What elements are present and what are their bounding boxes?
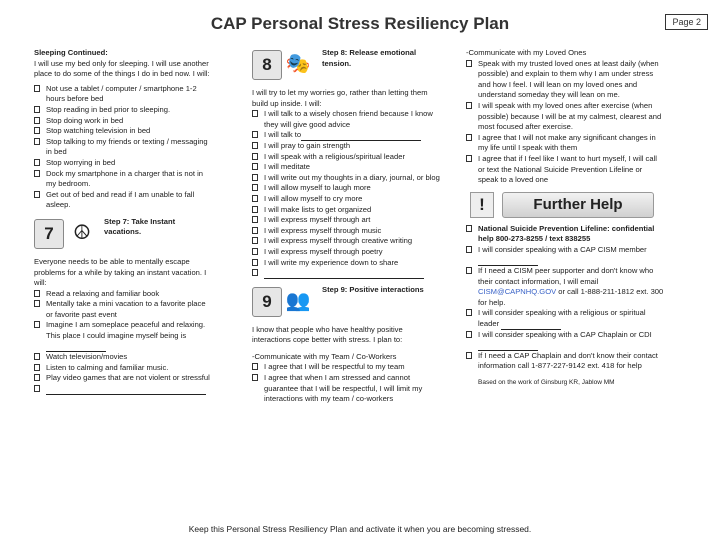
checkbox[interactable] xyxy=(34,138,40,145)
checklist-item: If I need a CISM peer supporter and don't know who their contact information, I will email CISM@CAPNHQ.GOV or call 1-888-211-1812 ext. 300 for help. xyxy=(466,266,664,308)
step7-intro: Everyone needs to be able to mentally escape problems for a while by taking an instant vacation. I will: xyxy=(34,256,207,288)
checkbox[interactable] xyxy=(34,353,40,360)
peace-icon: ☮ xyxy=(73,221,91,244)
checklist-item: Not use a tablet / computer / smartphone 1-2 hours before bed xyxy=(34,84,214,105)
checklist-item: I agree that if I feel like I want to hurt myself, I will call or text the National Suicide Prevention Lifeline or speak to a loved one xyxy=(466,154,664,186)
checklist-item: I will make lists to get organized xyxy=(252,205,440,216)
checkbox[interactable] xyxy=(34,364,40,371)
checkbox[interactable] xyxy=(34,321,40,328)
checklist-item: Stop reading in bed prior to sleeping. xyxy=(34,105,214,116)
loved-ones-heading: -Communicate with my Loved Ones xyxy=(466,48,587,57)
checklist-item: Dock my smartphone in a charger that is not in my bedroom. xyxy=(34,169,214,190)
checklist-item: Get out of bed and read if I am unable to fall asleep. xyxy=(34,190,214,211)
checkbox[interactable] xyxy=(252,142,258,149)
checklist-item: I will speak with my loved ones after exercise (when possible) because I will be at my calmest, clearest and most focused after exercise. xyxy=(466,101,664,133)
step9-title: Step 9: Positive interactions xyxy=(322,284,424,294)
checklist-item: I will allow myself to laugh more xyxy=(252,183,440,194)
checkbox[interactable] xyxy=(252,163,258,170)
fill-in-line[interactable] xyxy=(301,132,421,141)
checklist-item: Stop worrying in bed xyxy=(34,158,214,169)
checklist-item: I will express myself through creative writing xyxy=(252,236,440,247)
checkbox[interactable] xyxy=(34,290,40,297)
step7-header xyxy=(34,217,214,253)
step-number-badge: 8 xyxy=(252,50,282,80)
checkbox[interactable] xyxy=(34,85,40,92)
checklist-item: I will express myself through music xyxy=(252,226,440,237)
checklist-item: I will allow myself to cry more xyxy=(252,194,440,205)
checkbox[interactable] xyxy=(34,300,40,307)
column-sleeping xyxy=(34,48,214,395)
checkbox[interactable] xyxy=(34,106,40,113)
checkbox[interactable] xyxy=(34,385,40,392)
checkbox[interactable] xyxy=(466,352,472,359)
step9-intro: I know that people who have healthy positive interactions cope better with stress. I plan to: xyxy=(252,324,403,345)
fill-in-line[interactable] xyxy=(46,386,206,395)
checkbox[interactable] xyxy=(252,374,258,381)
team-heading: -Communicate with my Team / Co-Workers xyxy=(252,351,397,361)
further-help-banner xyxy=(466,192,664,218)
checklist-item: I will consider speaking with a CAP Chaplain or CDI xyxy=(466,330,664,351)
checkbox[interactable] xyxy=(252,153,258,160)
checklist-item: I will consider speaking with a religious or spiritual leader xyxy=(466,308,664,329)
checklist-item: I will talk to a wisely chosen friend because I know they will give good advice xyxy=(252,109,440,130)
checklist-item: I will consider speaking with a CAP CISM member xyxy=(466,245,664,266)
checkbox[interactable] xyxy=(252,174,258,181)
checklist-item: Listen to calming and familiar music. xyxy=(34,363,214,374)
checkbox[interactable] xyxy=(466,246,472,253)
checkbox[interactable] xyxy=(34,170,40,177)
checklist-item: I agree that when I am stressed and cannot guarantee that I will be respectful, I will limit my interactions with my team / co-workers xyxy=(252,373,440,405)
document-title: CAP Personal Stress Resiliency Plan xyxy=(210,14,510,33)
checkbox[interactable] xyxy=(252,110,258,117)
checklist-item: I will express myself through poetry xyxy=(252,247,440,258)
fill-in-line[interactable] xyxy=(501,321,561,330)
step8-title: Step 8: Release emotional tension. xyxy=(322,48,417,68)
checklist-item: Play video games that are not violent or stressful xyxy=(34,373,214,384)
checklist-item: I will talk to xyxy=(252,130,440,141)
checkbox[interactable] xyxy=(252,259,258,266)
checkbox[interactable] xyxy=(34,191,40,198)
further-help-label: Further Help xyxy=(502,192,654,218)
checklist-item: Stop talking to my friends or texting / messaging in bed xyxy=(34,137,214,158)
checkbox[interactable] xyxy=(466,102,472,109)
checklist-item: If I need a CAP Chaplain and don't know their contact information call 1-877-227-9142 ext. 418 for help xyxy=(466,351,664,372)
checkbox[interactable] xyxy=(252,195,258,202)
checklist-item: I will express myself through art xyxy=(252,215,440,226)
footer-note: Keep this Personal Stress Resiliency Plan and activate it when you are becoming stressed. xyxy=(188,524,532,534)
step9-header xyxy=(252,285,440,321)
sleeping-heading: Sleeping Continued: xyxy=(34,48,108,57)
checkbox[interactable] xyxy=(252,206,258,213)
checkbox[interactable] xyxy=(34,127,40,134)
column-emotional xyxy=(252,48,440,405)
checklist-item: Stop doing work in bed xyxy=(34,116,214,127)
checklist-item: National Suicide Prevention Lifeline: confidential help 800-273-8255 / text 838255 xyxy=(466,224,664,245)
checkbox[interactable] xyxy=(252,237,258,244)
step-number-badge: 7 xyxy=(34,219,64,249)
fill-in-line[interactable] xyxy=(264,270,424,279)
checkbox[interactable] xyxy=(34,374,40,381)
sleeping-intro: I will use my bed only for sleeping. I will use another place to do some of the things I do in bed now. I will: xyxy=(34,58,210,79)
checkbox[interactable] xyxy=(252,131,258,138)
checkbox[interactable] xyxy=(466,331,472,338)
cism-email-link[interactable]: CISM@CAPNHQ.GOV xyxy=(478,287,557,297)
step-number-badge: 9 xyxy=(252,287,282,317)
checklist-item: I will meditate xyxy=(252,162,440,173)
checkbox[interactable] xyxy=(252,227,258,234)
step7-title: Step 7: Take Instant vacations. xyxy=(104,216,176,237)
checklist-item: Speak with my trusted loved ones at least daily (when possible) and explain to them why I am under stress and how I feel. I will lean on my loved ones and understand someday they will lean on me. xyxy=(466,59,664,101)
checklist-item: Watch television/movies xyxy=(34,352,214,363)
step8-intro: I will try to let my worries go, rather than letting them build up inside. I will: xyxy=(252,88,428,108)
checklist-item: Read a relaxing and familiar book xyxy=(34,289,214,300)
checkbox[interactable] xyxy=(466,60,472,67)
checklist-item: I agree that I will be respectful to my team xyxy=(252,362,440,373)
checklist-item xyxy=(252,268,440,279)
checkbox[interactable] xyxy=(252,184,258,191)
checklist-item: Stop watching television in bed xyxy=(34,126,214,137)
exclamation-icon: ! xyxy=(470,192,494,218)
column-communication xyxy=(466,48,664,389)
checkbox[interactable] xyxy=(34,159,40,166)
checklist-item: I will write out my thoughts in a diary, journal, or blog xyxy=(252,173,440,184)
checklist-item: Mentally take a mini vacation to a favorite place or favorite past event xyxy=(34,299,214,320)
checklist-item: I will write my experience down to share xyxy=(252,258,440,269)
credit-note: Based on the work of Ginsburg KR, Jablow MM xyxy=(478,379,615,387)
fill-in-line[interactable] xyxy=(478,342,538,351)
theater-masks-icon: 🎭 xyxy=(285,53,311,75)
checklist-item xyxy=(34,384,214,395)
page-label: Page 2 xyxy=(665,14,708,30)
checklist-item: I will speak with a religious/spiritual leader xyxy=(252,152,440,163)
checkbox[interactable] xyxy=(252,269,258,276)
checkbox[interactable] xyxy=(466,134,472,141)
fill-in-line[interactable] xyxy=(478,257,538,266)
checkbox[interactable] xyxy=(252,216,258,223)
step8-header xyxy=(252,48,440,84)
checkbox[interactable] xyxy=(466,309,472,316)
checkbox[interactable] xyxy=(252,248,258,255)
checkbox[interactable] xyxy=(466,225,472,232)
checkbox[interactable] xyxy=(252,363,258,370)
checklist-item: I agree that I will not make any significant changes in my life until I speak with them xyxy=(466,133,664,154)
people-icon: 👥 xyxy=(285,289,311,312)
checkbox[interactable] xyxy=(466,155,472,162)
checkbox[interactable] xyxy=(466,267,472,274)
fill-in-line[interactable] xyxy=(46,343,106,352)
checklist-item: I will pray to gain strength xyxy=(252,141,440,152)
checkbox[interactable] xyxy=(34,117,40,124)
checklist-item: Imagine I am someplace peaceful and relaxing. This place I could imagine myself being is xyxy=(34,320,214,352)
